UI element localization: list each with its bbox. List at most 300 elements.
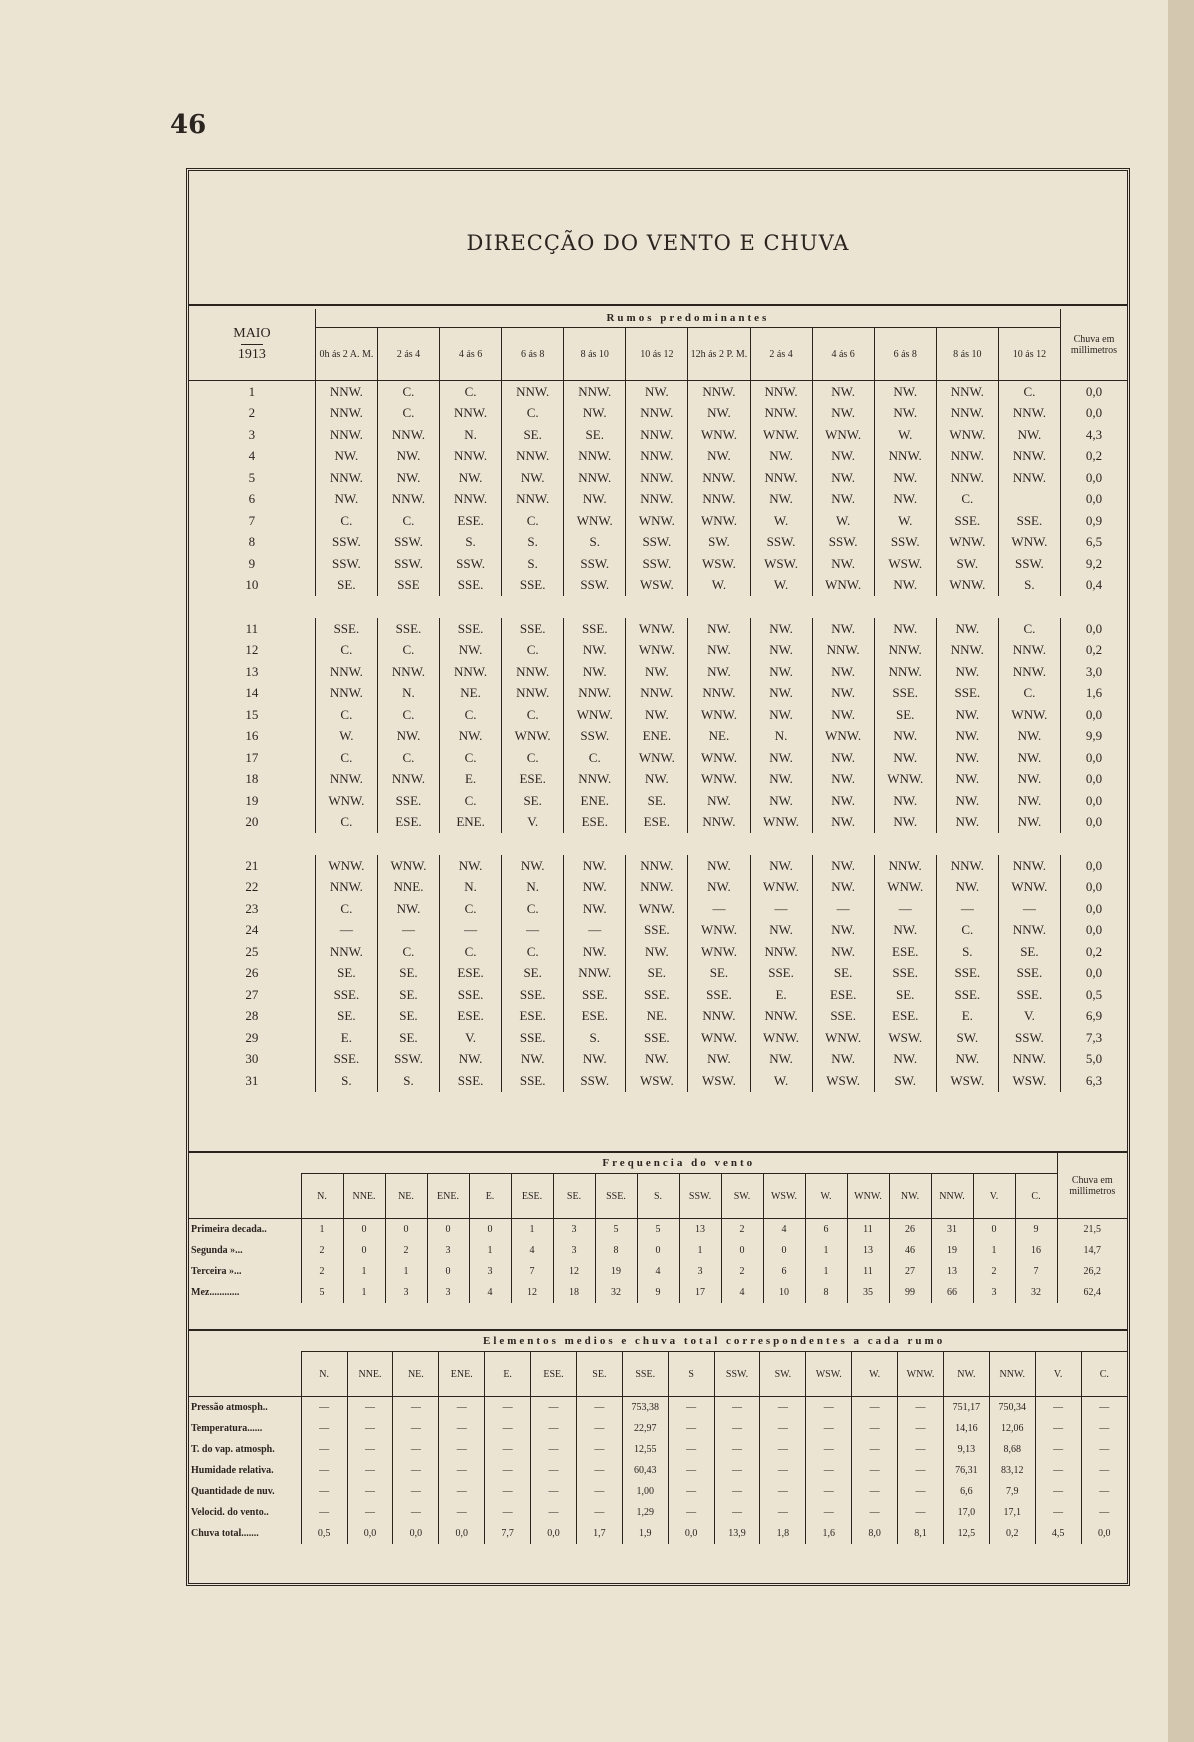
wind-cell: WSW.: [936, 1070, 998, 1092]
freq-cell: 12: [511, 1282, 553, 1303]
wind-cell: W.: [750, 510, 812, 532]
elem-cell: —: [393, 1481, 439, 1502]
wind-cell: N.: [377, 683, 439, 705]
wind-cell: WSW.: [874, 553, 936, 575]
wind-cell: NW.: [998, 747, 1060, 769]
wind-cell: C.: [377, 747, 439, 769]
direction-header: W.: [852, 1352, 898, 1397]
wind-cell: WNW.: [564, 510, 626, 532]
wind-cell: SSW.: [315, 553, 377, 575]
wind-cell: WNW.: [626, 747, 688, 769]
wind-cell: NW.: [936, 704, 998, 726]
wind-cell: NW.: [874, 726, 936, 748]
wind-cell: V.: [998, 1006, 1060, 1028]
rain-cell: 0,0: [1060, 920, 1127, 942]
wind-cell: SSW.: [626, 532, 688, 554]
elem-cell: —: [668, 1397, 714, 1419]
wind-cell: ESE.: [564, 1006, 626, 1028]
wind-cell: C.: [936, 920, 998, 942]
elem-cell: —: [576, 1397, 622, 1419]
rain-cell: 0,0: [1060, 381, 1127, 403]
wind-cell: WNW.: [626, 640, 688, 662]
wind-cell: C.: [440, 941, 502, 963]
elem-cell: —: [485, 1481, 531, 1502]
wind-cell: NW.: [440, 640, 502, 662]
wind-cell: SSE.: [440, 618, 502, 640]
wind-cell: NW.: [812, 661, 874, 683]
day-cell: 24: [245, 922, 259, 938]
wind-cell: NE.: [626, 1006, 688, 1028]
rain-cell: 0,0: [1060, 898, 1127, 920]
wind-cell: NW.: [377, 726, 439, 748]
freq-cell: 4: [511, 1240, 553, 1261]
rain-cell: 9,9: [1060, 726, 1127, 748]
wind-cell: NNE.: [377, 877, 439, 899]
wind-cell: WNW.: [936, 532, 998, 554]
wind-cell: WNW.: [874, 769, 936, 791]
wind-cell: NW.: [564, 640, 626, 662]
wind-cell: NW.: [874, 381, 936, 403]
wind-cell: NNW.: [998, 661, 1060, 683]
day-cell: 22: [245, 879, 259, 895]
wind-cell: WNW.: [688, 769, 750, 791]
wind-cell: —: [315, 920, 377, 942]
wind-cell: NNW.: [750, 467, 812, 489]
table-row: [189, 1070, 1127, 1092]
freq-cell: 3: [553, 1219, 595, 1241]
wind-cell: NW.: [874, 489, 936, 511]
wind-cell: —: [440, 920, 502, 942]
wind-cell: NNW.: [564, 446, 626, 468]
wind-cell: SE.: [626, 790, 688, 812]
elem-cell: —: [852, 1502, 898, 1523]
freq-cell: 0: [721, 1240, 763, 1261]
freq-rain-cell: 21,5: [1057, 1219, 1127, 1241]
elem-cell: —: [714, 1481, 760, 1502]
direction-header: SSW.: [714, 1352, 760, 1397]
freq-cell: 1: [805, 1261, 847, 1282]
wind-cell: SE.: [377, 963, 439, 985]
hour-header: 6 ás 8: [502, 328, 564, 381]
wind-cell: SW.: [936, 553, 998, 575]
wind-cell: SSW.: [377, 532, 439, 554]
wind-cell: SSW.: [812, 532, 874, 554]
wind-cell: SSE.: [315, 618, 377, 640]
rain-cell: 9,2: [1060, 553, 1127, 575]
elem-cell: 1,29: [622, 1502, 668, 1523]
wind-cell: NNW.: [688, 1006, 750, 1028]
table-frame: [186, 168, 1130, 1586]
wind-cell: NW.: [750, 704, 812, 726]
wind-cell: NW.: [812, 446, 874, 468]
wind-cell: SSE.: [626, 984, 688, 1006]
direction-header: NE.: [385, 1174, 427, 1219]
wind-cell: SSE.: [874, 683, 936, 705]
table-row: [189, 575, 1127, 597]
wind-cell: —: [998, 898, 1060, 920]
wind-cell: —: [936, 898, 998, 920]
elem-cell: —: [393, 1460, 439, 1481]
wind-cell: WSW.: [874, 1027, 936, 1049]
rain-cell: 0,0: [1060, 855, 1127, 877]
wind-cell: NW.: [750, 920, 812, 942]
wind-cell: NNW.: [998, 640, 1060, 662]
wind-cell: NW.: [812, 403, 874, 425]
rain-cell: 0,2: [1060, 941, 1127, 963]
freq-cell: 17: [679, 1282, 721, 1303]
wind-cell: SSE.: [564, 618, 626, 640]
wind-cell: NW.: [564, 489, 626, 511]
wind-cell: NW.: [998, 424, 1060, 446]
wind-cell: C.: [564, 747, 626, 769]
wind-cell: WSW.: [626, 575, 688, 597]
wind-cell: NW.: [750, 640, 812, 662]
elem-cell: —: [714, 1502, 760, 1523]
elem-cell: —: [393, 1439, 439, 1460]
row-label: Humidade relativa.: [191, 1465, 274, 1476]
freq-cell: 0: [343, 1219, 385, 1241]
wind-cell: NNW.: [502, 446, 564, 468]
elem-cell: —: [1035, 1502, 1081, 1523]
row-label: Temperatura......: [191, 1423, 263, 1434]
wind-cell: S.: [564, 1027, 626, 1049]
elem-cell: —: [898, 1460, 944, 1481]
wind-cell: SSE.: [998, 963, 1060, 985]
wind-cell: SE.: [502, 790, 564, 812]
wind-cell: SSE.: [998, 984, 1060, 1006]
elem-cell: 8,0: [852, 1523, 898, 1544]
wind-cell: NW.: [936, 726, 998, 748]
elem-cell: 14,16: [943, 1418, 989, 1439]
wind-cell: ESE.: [440, 510, 502, 532]
table-row: [189, 920, 1127, 942]
wind-cell: WNW.: [688, 1027, 750, 1049]
elem-cell: —: [347, 1481, 393, 1502]
elem-cell: —: [347, 1397, 393, 1419]
freq-cell: 32: [595, 1282, 637, 1303]
direction-header: W.: [805, 1174, 847, 1219]
freq-cell: 1: [343, 1261, 385, 1282]
wind-cell: WNW.: [998, 704, 1060, 726]
hour-header: 8 ás 10: [564, 328, 626, 381]
wind-cell: SSE.: [688, 984, 750, 1006]
table-row: [189, 1027, 1127, 1049]
wind-cell: NW.: [874, 920, 936, 942]
hour-header: 10 ás 12: [626, 328, 688, 381]
rain-cell: 0,0: [1060, 769, 1127, 791]
wind-cell: NW.: [874, 403, 936, 425]
wind-cell: SSW.: [874, 532, 936, 554]
wind-cell: SE.: [377, 984, 439, 1006]
hour-header: 6 ás 8: [874, 328, 936, 381]
wind-cell: NNW.: [936, 855, 998, 877]
freq-cell: 11: [847, 1261, 889, 1282]
wind-cell: W.: [874, 424, 936, 446]
elem-cell: —: [714, 1460, 760, 1481]
elem-cell: —: [898, 1439, 944, 1460]
day-cell: 19: [245, 792, 259, 808]
wind-cell: NW.: [626, 941, 688, 963]
freq-cell: 3: [385, 1282, 427, 1303]
wind-cell: NW.: [812, 553, 874, 575]
freq-rain-cell: 14,7: [1057, 1240, 1127, 1261]
day-cell: 28: [245, 1008, 259, 1024]
wind-cell: SSW.: [750, 532, 812, 554]
table-row: [189, 855, 1127, 877]
elem-cell: —: [852, 1481, 898, 1502]
wind-cell: NW.: [812, 920, 874, 942]
table-row: [189, 446, 1127, 468]
wind-cell: W.: [315, 726, 377, 748]
wind-cell: SE.: [626, 963, 688, 985]
table-row: [189, 1460, 1127, 1481]
wind-cell: NW.: [936, 769, 998, 791]
wind-cell: SSW.: [564, 726, 626, 748]
wind-cell: NW.: [812, 747, 874, 769]
wind-cell: SSE.: [377, 790, 439, 812]
wind-cell: S.: [998, 575, 1060, 597]
wind-cell: NNW.: [998, 403, 1060, 425]
elem-cell: 750,34: [989, 1397, 1035, 1419]
elem-cell: —: [760, 1418, 806, 1439]
wind-cell: NW.: [750, 790, 812, 812]
table-row: [189, 640, 1127, 662]
rain-cell: 0,2: [1060, 640, 1127, 662]
elem-cell: —: [852, 1418, 898, 1439]
table-row: [189, 424, 1127, 446]
direction-header: WNW.: [898, 1352, 944, 1397]
wind-cell: C.: [440, 790, 502, 812]
row-label: Terceira »...: [191, 1266, 242, 1277]
wind-cell: WSW.: [998, 1070, 1060, 1092]
direction-header: S: [668, 1352, 714, 1397]
day-cell: 29: [245, 1029, 259, 1045]
wind-cell: ESE.: [377, 812, 439, 834]
wind-cell: W.: [874, 510, 936, 532]
table-row: [189, 1049, 1127, 1071]
day-cell: 2: [248, 405, 256, 421]
wind-cell: NW.: [688, 877, 750, 899]
rain-cell: 0,4: [1060, 575, 1127, 597]
wind-cell: NE.: [688, 726, 750, 748]
direction-header: NNE.: [347, 1352, 393, 1397]
wind-cell: NW.: [812, 769, 874, 791]
elem-cell: 1,6: [806, 1523, 852, 1544]
elem-cell: —: [668, 1418, 714, 1439]
wind-cell: SE.: [688, 963, 750, 985]
wind-cell: NNW.: [377, 661, 439, 683]
table-row: [189, 1439, 1127, 1460]
day-cell: 26: [245, 965, 259, 981]
table-row: [189, 877, 1127, 899]
wind-cell: SW.: [936, 1027, 998, 1049]
elem-cell: —: [1081, 1397, 1127, 1419]
freq-cell: 3: [469, 1261, 511, 1282]
elem-cell: —: [301, 1397, 347, 1419]
wind-cell: NW.: [440, 855, 502, 877]
wind-cell: NW.: [812, 877, 874, 899]
day-cell: 23: [245, 900, 259, 916]
freq-cell: 46: [889, 1240, 931, 1261]
elem-cell: 0,0: [347, 1523, 393, 1544]
direction-header: NE.: [393, 1352, 439, 1397]
rain-cell: 3,0: [1060, 661, 1127, 683]
wind-cell: SE.: [812, 963, 874, 985]
elem-cell: —: [668, 1481, 714, 1502]
elem-cell: —: [485, 1460, 531, 1481]
wind-cell: SSE.: [377, 618, 439, 640]
wind-cell: C.: [315, 510, 377, 532]
wind-cell: WNW.: [688, 747, 750, 769]
wind-cell: SE.: [502, 424, 564, 446]
wind-cell: SE.: [998, 941, 1060, 963]
wind-cell: E.: [750, 984, 812, 1006]
wind-cell: SW.: [874, 1070, 936, 1092]
elem-cell: —: [485, 1418, 531, 1439]
table-row: [189, 467, 1127, 489]
direction-header: SSE.: [622, 1352, 668, 1397]
day-cell: 20: [245, 814, 259, 830]
table-row: [189, 747, 1127, 769]
elem-cell: 7,7: [485, 1523, 531, 1544]
elem-cell: —: [760, 1502, 806, 1523]
wind-cell: NW.: [688, 790, 750, 812]
table-row: [189, 1523, 1127, 1544]
wind-cell: NNW.: [750, 403, 812, 425]
table-row: [189, 683, 1127, 705]
rain-cell: 0,0: [1060, 403, 1127, 425]
wind-cell: SSE.: [502, 1027, 564, 1049]
wind-cell: SE.: [502, 963, 564, 985]
freq-label-header: [189, 1174, 301, 1219]
wind-cell: NNW.: [440, 489, 502, 511]
elem-cell: —: [576, 1502, 622, 1523]
wind-cell: —: [688, 898, 750, 920]
table-row: [189, 941, 1127, 963]
freq-cell: 0: [427, 1219, 469, 1241]
elem-cell: 753,38: [622, 1397, 668, 1419]
elem-cell: 1,9: [622, 1523, 668, 1544]
wind-cell: NW.: [626, 381, 688, 403]
freq-cell: 0: [385, 1219, 427, 1241]
elem-cell: —: [485, 1397, 531, 1419]
wind-cell: NNW.: [936, 403, 998, 425]
wind-cell: NW.: [502, 855, 564, 877]
wind-cell: C.: [440, 898, 502, 920]
day-cell: 3: [248, 426, 256, 442]
elem-cell: —: [1081, 1460, 1127, 1481]
wind-cell: C.: [502, 640, 564, 662]
wind-cell: NW.: [750, 855, 812, 877]
freq-cell: 10: [763, 1282, 805, 1303]
wind-cell: NW.: [936, 661, 998, 683]
wind-cell: S.: [502, 553, 564, 575]
elem-cell: —: [439, 1502, 485, 1523]
wind-cell: ESE.: [874, 941, 936, 963]
wind-cell: SSW.: [564, 575, 626, 597]
freq-cell: 18: [553, 1282, 595, 1303]
direction-header: SSW.: [679, 1174, 721, 1219]
wind-cell: ESE.: [626, 812, 688, 834]
wind-cell: NW.: [874, 747, 936, 769]
wind-cell: NNW.: [377, 769, 439, 791]
direction-header: WNW.: [847, 1174, 889, 1219]
wind-cell: V.: [440, 1027, 502, 1049]
elem-cell: —: [760, 1460, 806, 1481]
day-cell: 30: [245, 1051, 259, 1067]
wind-cell: WNW.: [998, 532, 1060, 554]
wind-cell: SSW.: [564, 553, 626, 575]
wind-cell: S.: [502, 532, 564, 554]
direction-header: E.: [469, 1174, 511, 1219]
wind-cell: NW.: [688, 640, 750, 662]
table-row: [189, 1418, 1127, 1439]
wind-cell: NNW.: [440, 403, 502, 425]
wind-cell: C.: [502, 941, 564, 963]
rain-cell: 0,0: [1060, 704, 1127, 726]
wind-cell: NNW.: [936, 446, 998, 468]
freq-cell: 1: [343, 1282, 385, 1303]
year-label: 1913: [237, 347, 266, 362]
wind-cell: WNW.: [626, 898, 688, 920]
wind-cell: C.: [502, 747, 564, 769]
wind-cell: SSE.: [502, 984, 564, 1006]
wind-cell: NNW.: [440, 446, 502, 468]
table-row: [189, 553, 1127, 575]
elem-cell: —: [531, 1481, 577, 1502]
elem-cell: 12,5: [943, 1523, 989, 1544]
rain-cell: 0,0: [1060, 467, 1127, 489]
frequency-header: Frequencia do vento: [301, 1152, 1057, 1174]
wind-cell: [998, 489, 1060, 511]
direction-header: NW.: [943, 1352, 989, 1397]
elem-cell: 12,06: [989, 1418, 1035, 1439]
direction-header: WSW.: [763, 1174, 805, 1219]
wind-cell: NW.: [874, 467, 936, 489]
wind-cell: NW.: [874, 1049, 936, 1071]
wind-cell: C.: [377, 640, 439, 662]
table-row: [189, 489, 1127, 511]
wind-cell: NNW.: [626, 424, 688, 446]
elem-cell: —: [393, 1502, 439, 1523]
freq-cell: 0: [469, 1219, 511, 1241]
rain-cell: 0,0: [1060, 790, 1127, 812]
wind-cell: ESE.: [812, 984, 874, 1006]
wind-cell: NNW.: [564, 683, 626, 705]
hour-header: 0h ás 2 A. M.: [315, 328, 377, 381]
wind-cell: NW.: [688, 618, 750, 640]
page-number: 46: [170, 110, 207, 140]
wind-cell: SSW.: [998, 553, 1060, 575]
rain-cell: 7,3: [1060, 1027, 1127, 1049]
wind-cell: WNW.: [812, 1027, 874, 1049]
wind-cell: NNW.: [936, 381, 998, 403]
wind-cell: NNW.: [315, 424, 377, 446]
title-divider: [189, 304, 1127, 306]
elem-cell: —: [301, 1502, 347, 1523]
freq-cell: 3: [679, 1261, 721, 1282]
elem-cell: —: [898, 1397, 944, 1419]
wind-cell: NW.: [812, 381, 874, 403]
elem-cell: —: [760, 1481, 806, 1502]
freq-cell: 26: [889, 1219, 931, 1241]
wind-cell: WNW.: [688, 941, 750, 963]
day-cell: 15: [245, 706, 259, 722]
elem-cell: 0,0: [393, 1523, 439, 1544]
wind-cell: C.: [998, 618, 1060, 640]
wind-cell: NW.: [874, 812, 936, 834]
wind-cell: W.: [812, 510, 874, 532]
